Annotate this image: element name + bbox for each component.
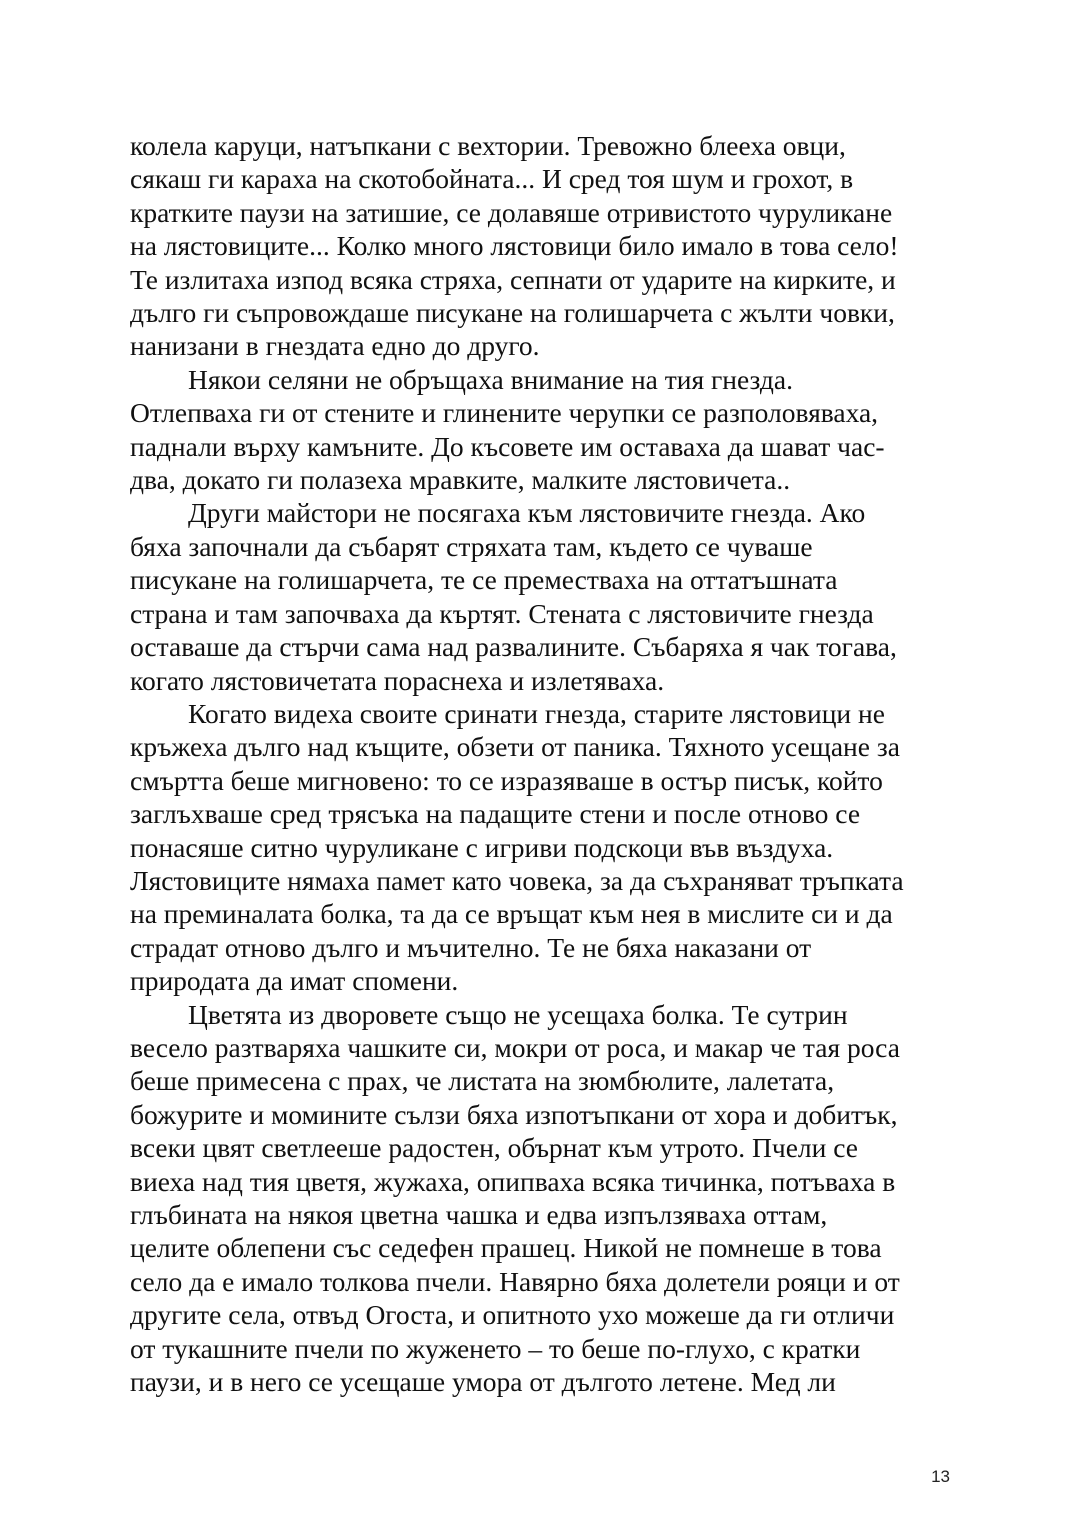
text-line: паузи, и в него се усещаше умора от дългото летене. Мед ли [130, 1366, 836, 1398]
text-line: два, докато ги полазеха мравките, малките лястовичета.. [130, 464, 791, 496]
text-line: понасяше ситно чуруликане с игриви подскоци във въздуха. [130, 831, 834, 863]
text-line: оставаше да стърчи сама над развалините. Събаряха я чак тогава, [130, 631, 897, 663]
paragraph [130, 129, 955, 363]
body-text [130, 129, 955, 1398]
text-line: на лястовиците... Колко много лястовици било имало в това село! [130, 230, 899, 262]
text-line: нанизани в гнездата едно до друго. [130, 330, 540, 362]
text-line: кръжеха дълго над къщите, обзети от паника. Тяхното усещане за [130, 731, 900, 763]
text-line: от тукашните пчели по жуженето – то беше по-глухо, с кратки [130, 1332, 861, 1364]
text-line: страдат отново дълго и мъчително. Те не бяха наказани от [130, 931, 812, 963]
paragraph [130, 496, 955, 696]
paragraph [130, 697, 955, 998]
text-line: Те излитаха изпод всяка стряха, сепнати от ударите на кирките, и [130, 263, 896, 295]
text-line: Цветята из дворовете също не усещаха болка. Те сутрин [188, 998, 848, 1030]
text-line: когато лястовичетата пораснеха и излетяваха. [130, 664, 665, 696]
text-line: Лястовиците нямаха памет като човека, за да съхраняват тръпката [130, 864, 904, 896]
text-line: на преминалата болка, та да се връщат към нея в мислите си и да [130, 898, 893, 930]
text-line: смъртта беше мигновено: то се изразяваше в остър писък, който [130, 764, 883, 796]
text-line: весело разтваряха чашките си, мокри от роса, и макар че тая роса [130, 1031, 900, 1063]
text-line: беше примесена с прах, че листата на зюмбюлите, лалетата, [130, 1065, 835, 1097]
text-line: село да е имало толкова пчели. Навярно бяха долетели рояци и от [130, 1265, 900, 1297]
text-line: писукане на голишарчета, те се преместваха на оттатъшната [130, 564, 838, 596]
text-line: Отлепваха ги от стените и глинените черупки се разполовяваха, [130, 397, 879, 429]
text-line: целите облепени със седефен прашец. Никой не помнеше в това [130, 1232, 882, 1264]
text-line: сякаш ги караха на скотобойната... И сред тоя шум и грохот, в [130, 163, 854, 195]
text-line: другите села, отвъд Огоста, и опитното ухо можеше да ги отличи [130, 1299, 895, 1331]
text-line: бяха започнали да събарят стряхата там, където се чуваше [130, 530, 813, 562]
text-line: заглъхваше сред трясъка на падащите стени и после отново се [130, 798, 861, 830]
text-line: страна и там започваха да къртят. Стената с лястовичите гнезда [130, 597, 874, 629]
text-line: глъбината на някоя цветна чашка и едва изпълзяваха оттам, [130, 1199, 828, 1230]
text-line: виеха над тия цветя, жужаха, опипваха всяка тичинка, потъваха в [130, 1165, 896, 1197]
text-line: паднали върху камъните. До късовете им оставаха да шават час- [130, 430, 885, 462]
page-number: 13 [931, 1467, 950, 1486]
text-line: природата да имат спомени. [130, 965, 459, 997]
paragraph [130, 998, 955, 1399]
text-line: всеки цвят светлееше радостен, обърнат към утрото. Пчели се [130, 1132, 858, 1164]
text-line: Други майстори не посягаха към лястовичите гнезда. Ако [188, 497, 866, 529]
text-line: Някои селяни не обръщаха внимание на тия гнезда. [188, 363, 793, 395]
paragraph [130, 363, 955, 497]
text-line: Когато видеха своите сринати гнезда, старите лястовици не [188, 697, 885, 729]
text-line: кратките паузи на затишие, се долавяше отривистото чуруликане [130, 196, 893, 228]
text-line: колела каруци, натъпкани с вехтории. Тревожно блееха овци, [130, 130, 846, 161]
text-line: божурите и момините сълзи бяха изпотъпкани от хора и добитък, [130, 1098, 898, 1130]
text-line: дълго ги съпровождаше писукане на голишарчета с жълти човки, [130, 297, 895, 329]
